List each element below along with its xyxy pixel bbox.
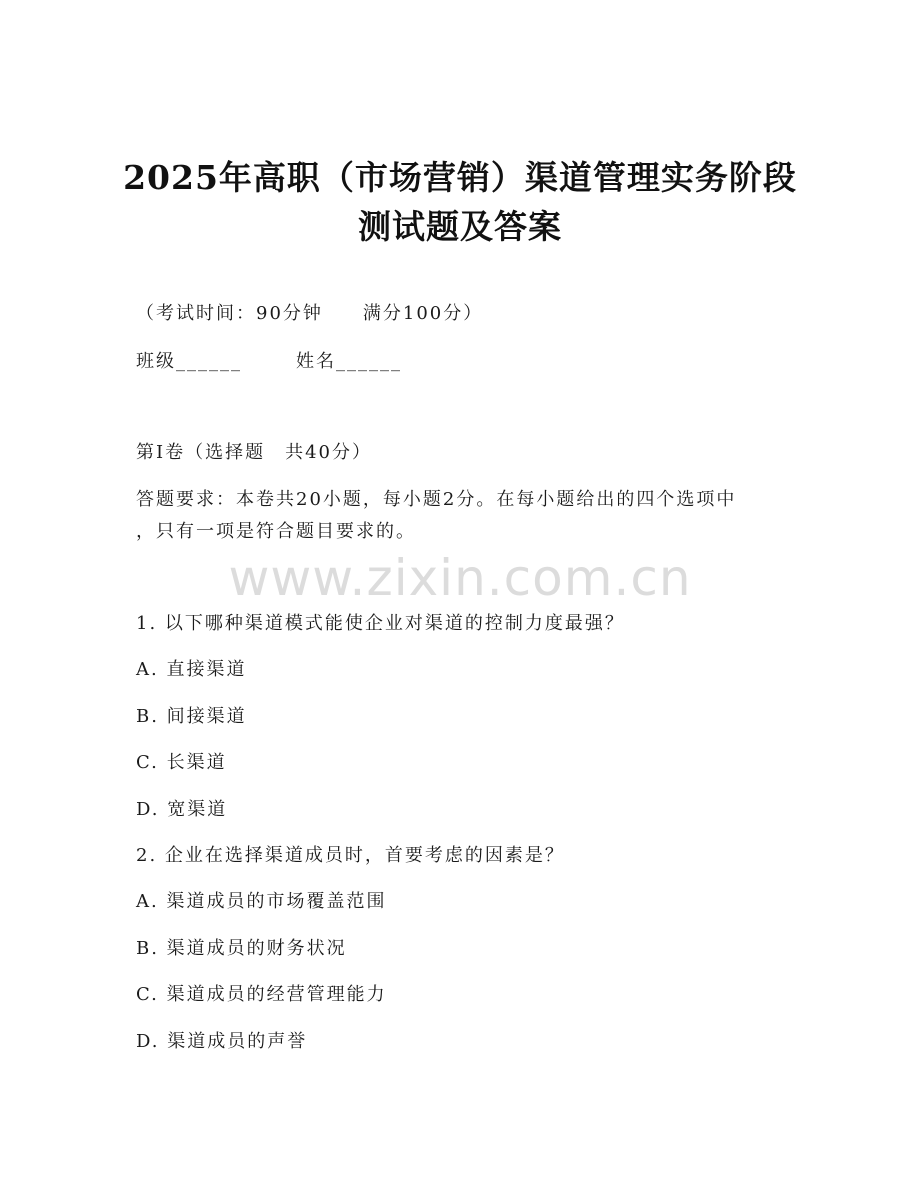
question-1-stem: 1. 以下哪种渠道模式能使企业对渠道的控制力度最强？ [136, 613, 625, 634]
question-2-stem: 2. 企业在选择渠道成员时，首要考虑的因素是？ [136, 845, 565, 866]
name-field-label: 姓名______ [296, 351, 402, 372]
question-1-option-b: B. 间接渠道 [136, 706, 247, 727]
question-2-option-a: A. 渠道成员的市场覆盖范围 [136, 891, 387, 912]
instructions-line-1: 答题要求：本卷共20小题，每小题2分。在每小题给出的四个选项中 [136, 489, 737, 510]
document-title-line-1: 2025年高职（市场营销）渠道管理实务阶段 [123, 158, 797, 197]
question-2-option-d: D. 渠道成员的声誉 [136, 1031, 308, 1052]
student-info-row [136, 350, 402, 374]
watermark: www.zixin.com.cn [228, 549, 692, 607]
question-1-option-c: C. 长渠道 [136, 752, 227, 773]
question-1-option-a: A. 直接渠道 [136, 659, 247, 680]
instructions-line-2: ，只有一项是符合题目要求的。 [136, 521, 416, 542]
section-title: 第I卷（选择题 共40分） [136, 442, 373, 463]
question-1-option-d: D. 宽渠道 [136, 799, 228, 820]
document-title-line-2: 测试题及答案 [358, 207, 562, 246]
class-field-label: 班级______ [136, 351, 242, 372]
question-2-option-b: B. 渠道成员的财务状况 [136, 938, 347, 959]
question-2-option-c: C. 渠道成员的经营管理能力 [136, 984, 387, 1005]
exam-info: （考试时间：90分钟 满分100分） [136, 303, 484, 324]
